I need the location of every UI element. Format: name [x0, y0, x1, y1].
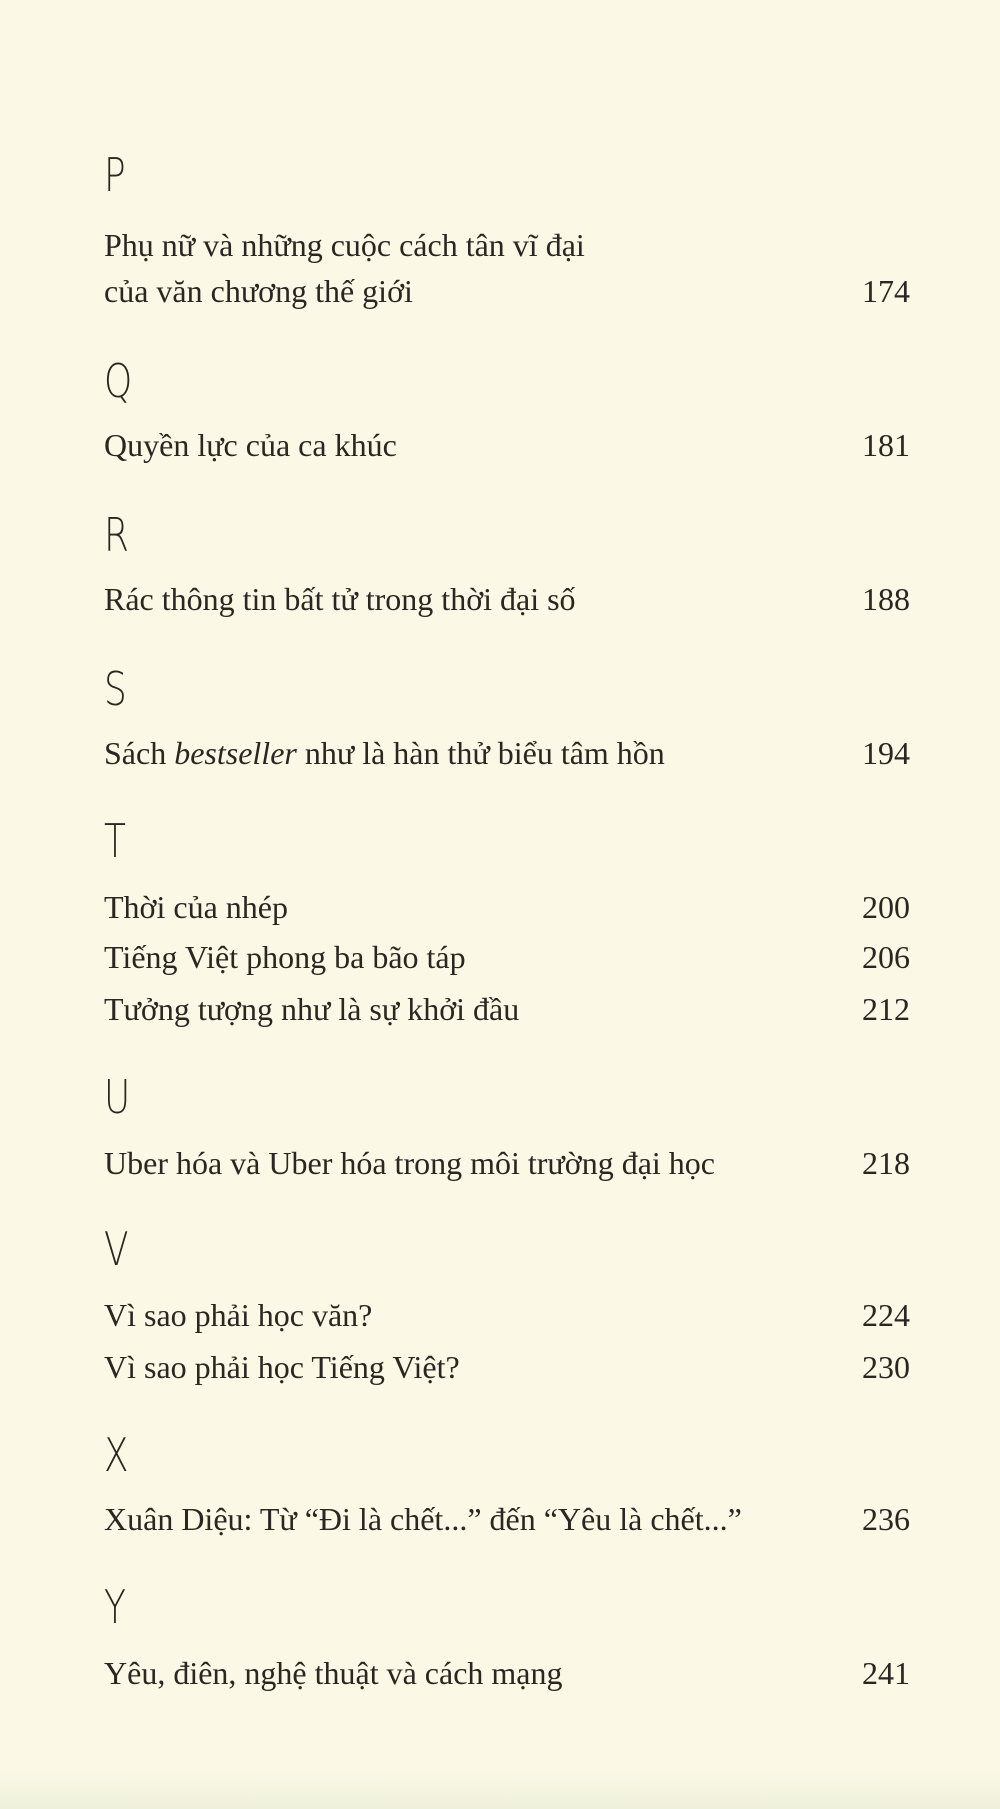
entry-title-italic: bestseller	[174, 735, 297, 771]
section-letter-u: U	[104, 1070, 131, 1124]
entry-title	[104, 730, 824, 776]
section-letter-t: T	[104, 814, 126, 868]
entry-page-number: 194	[862, 735, 910, 771]
entry-page-number: 174	[862, 273, 910, 309]
entry-page-number: 206	[862, 939, 910, 975]
entry-page-number: 230	[862, 1349, 910, 1385]
section-letter-r: R	[104, 508, 129, 562]
entry-title: Quyền lực của ca khúc	[104, 427, 397, 463]
section-letter-v: V	[104, 1222, 129, 1276]
entry-page-number: 200	[862, 889, 910, 925]
section-letter-p: P	[104, 148, 126, 202]
entry-title: Uber hóa và Uber hóa trong môi trường đại học	[104, 1145, 715, 1181]
entry-title: Thời của nhép	[104, 889, 288, 925]
entry-title-line: Phụ nữ và những cuộc cách tân vĩ đại	[104, 227, 585, 263]
entry-title-line: của văn chương thế giới	[104, 273, 413, 309]
entry-page-number: 218	[862, 1145, 910, 1181]
page-bottom-edge	[0, 1769, 1000, 1809]
entry-page-number: 236	[862, 1501, 910, 1537]
entry-title: Vì sao phải học Tiếng Việt?	[104, 1349, 460, 1385]
entry-page-number: 241	[862, 1655, 910, 1691]
entry-page-number: 224	[862, 1297, 910, 1333]
section-letter-s: S	[104, 662, 127, 716]
entry-title: Yêu, điên, nghệ thuật và cách mạng	[104, 1655, 563, 1691]
section-letter-q: Q	[104, 354, 133, 408]
entry-page-number: 188	[862, 581, 910, 617]
entry-page-number: 181	[862, 427, 910, 463]
entry-title: Tưởng tượng như là sự khởi đầu	[104, 991, 520, 1027]
entry-page-number: 212	[862, 991, 910, 1027]
entry-title: Rác thông tin bất tử trong thời đại số	[104, 581, 576, 617]
entry-title: Xuân Diệu: Từ “Đi là chết...” đến “Yêu là chết...”	[104, 1501, 742, 1537]
entry-title-text: như là hàn thử biểu tâm hồn	[296, 735, 665, 771]
entry-title-text: Sách	[104, 735, 175, 771]
section-letter-y: Y	[104, 1580, 126, 1634]
section-letter-x: X	[104, 1428, 129, 1482]
entry-title: Vì sao phải học văn?	[104, 1297, 373, 1333]
entry-title: Tiếng Việt phong ba bão táp	[104, 939, 466, 975]
